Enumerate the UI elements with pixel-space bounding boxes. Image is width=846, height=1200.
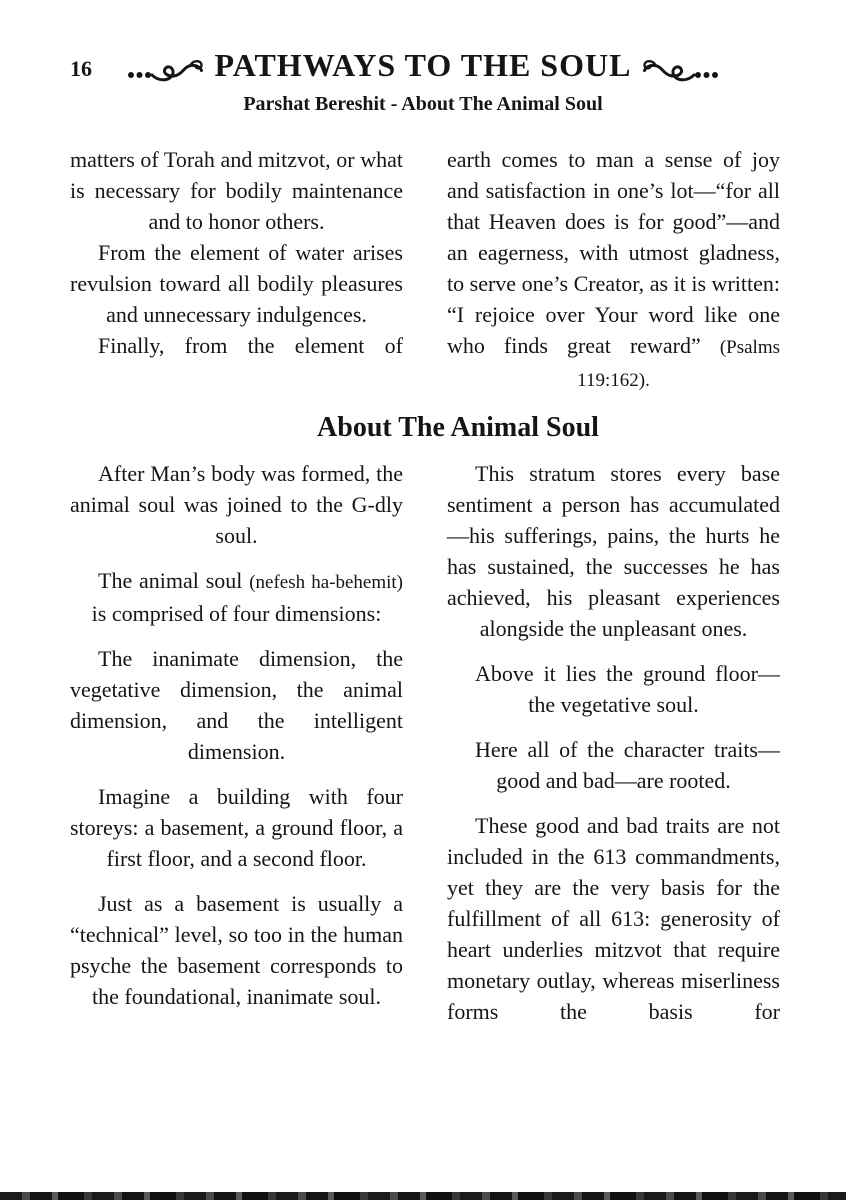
scroll-flourish-right-icon (641, 57, 719, 83)
right-column (447, 144, 780, 396)
paragraph (70, 643, 403, 767)
body-text: Finally, from the element of (98, 333, 403, 358)
body-text: The animal soul (98, 568, 250, 593)
paragraph (70, 565, 403, 629)
paragraph (70, 237, 403, 330)
paragraph (70, 144, 403, 237)
page-body (0, 144, 846, 1027)
paragraph (447, 144, 780, 396)
paragraph (447, 458, 780, 644)
body-text: Imagine a building with four storeys: a basement, a ground floor, a first floor, and a second floor. (70, 784, 403, 871)
body-text: earth comes to man a sense of joy and satisfaction in one’s lot—“for all that Heaven does is for good”—and an eagerness, with utmost gladness, to serve one’s Creator, as it is written: “I rejoice over Your word like one who finds great reward” (447, 147, 780, 358)
book-title: PATHWAYS TO THE SOUL (214, 47, 632, 83)
body-text: Here all of the character traits—good and bad—are rooted. (475, 737, 780, 793)
page-header (0, 45, 846, 117)
paragraph (447, 658, 780, 720)
paragraph (447, 734, 780, 796)
paragraph (70, 330, 403, 361)
body-text: After Man’s body was formed, the animal soul was joined to the G-dly soul. (70, 461, 403, 548)
paragraph (70, 781, 403, 874)
page-subtitle: Parshat Bereshit - About The Animal Soul (243, 93, 603, 115)
section-animal-soul (70, 458, 846, 1027)
scroll-flourish-left-icon (127, 57, 205, 83)
body-text: Above it lies the ground floor—the vegetative soul. (475, 661, 780, 717)
body-text: From the element of water arises revulsion toward all bodily pleasures and unnecessary indulgences. (70, 240, 403, 327)
scan-edge-artifact (0, 1192, 846, 1200)
left-column (70, 144, 403, 396)
section-continued (70, 144, 846, 396)
body-text: These good and bad traits are not included in the 613 commandments, yet they are the very basis for the fulfillment of all 613: generosity of heart underlies mitzvot that require monetary outlay, whereas miserliness forms the basis for (447, 813, 780, 1024)
right-column (447, 458, 780, 1027)
title-row (0, 45, 846, 85)
left-column (70, 458, 403, 1027)
paragraph (70, 458, 403, 551)
section-heading: About The Animal Soul (317, 412, 599, 443)
body-text: This stratum stores every base sentiment a person has accumulated—his sufferings, pains, the hurts he has sustained, the successes he has achieved, his pleasant experiences alongside the unpleasant ones. (447, 461, 780, 641)
body-text: matters of Torah and mitzvot, or what is necessary for bodily maintenance and to honor others. (70, 147, 403, 234)
page-number: 16 (70, 56, 92, 81)
paragraph (70, 888, 403, 1012)
citation-text: (nefesh ha-behemit) (249, 572, 403, 593)
body-text: The inanimate dimension, the vegetative dimension, the animal dimension, and the intelligent dimension. (70, 646, 403, 764)
body-text: is comprised of four dimensions: (91, 601, 382, 626)
paragraph (447, 810, 780, 1027)
citation-text: (Psalms 119:162). (577, 337, 780, 391)
body-text: Just as a basement is usually a “technical” level, so too in the human psyche the basement corresponds to the foundational, inanimate soul. (70, 891, 403, 1009)
